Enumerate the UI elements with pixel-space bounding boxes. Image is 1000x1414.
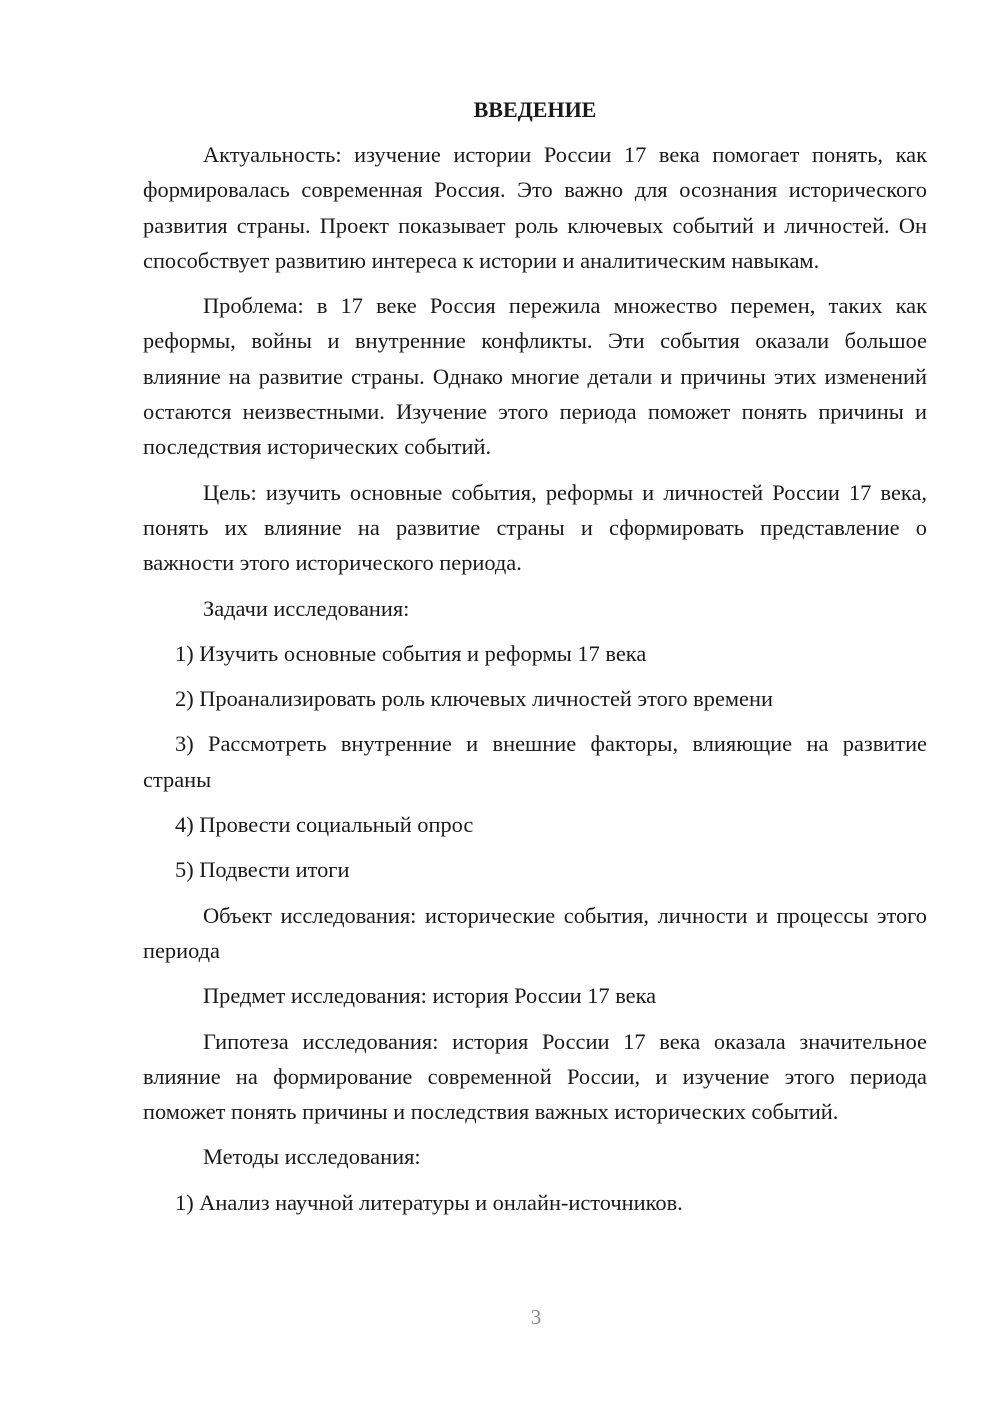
tasks-heading: Задачи исследования: — [203, 595, 410, 621]
hypothesis-paragraph: Гипотеза исследования: история России 17 века оказала значительное влияние на формирование современной России, и изучение этого периода поможет понять причины и последствия важных исторических событий. — [143, 1028, 927, 1125]
subject-paragraph: Предмет исследования: история России 17 века — [203, 983, 657, 1009]
relevance-paragraph: Актуальность: изучение истории России 17 века помогает понять, как формировалась современная Россия. Это важно для осознания исторического развития страны. Проект показывает роль ключевых событий и личностей. Он способствует развитию интереса к истории и аналитическим навыкам. — [143, 142, 927, 273]
goal-paragraph: Цель: изучить основные события, реформы и личностей России 17 века, понять их влияние на развитие страны и сформировать представление о важности этого исторического периода. — [143, 479, 927, 576]
method-item: 1) Анализ научной литературы и онлайн-источников. — [175, 1189, 683, 1215]
methods-heading: Методы исследования: — [203, 1144, 421, 1170]
task-item: 5) Подвести итоги — [175, 857, 350, 883]
task-item: 1) Изучить основные события и реформы 17 века — [175, 640, 647, 666]
task-item: 3) Рассмотреть внутренние и внешние факторы, влияющие на развитие страны — [143, 731, 927, 792]
page-number: 3 — [530, 1305, 542, 1329]
text-column — [143, 92, 927, 1230]
task-item: 2) Проанализировать роль ключевых личностей этого времени — [175, 686, 773, 712]
problem-paragraph: Проблема: в 17 веке Россия пережила множество перемен, таких как реформы, войны и внутренние конфликты. Эти события оказали большое влияние на развитие страны. Однако многие детали и причины этих изменений остаются неизвестными. Изучение этого периода поможет понять причины и последствия исторических событий. — [143, 293, 927, 460]
section-heading: ВВЕДЕНИЕ — [473, 97, 597, 122]
object-paragraph: Объект исследования: исторические события, личности и процессы этого периода — [143, 902, 927, 963]
task-item: 4) Провести социальный опрос — [175, 812, 474, 838]
